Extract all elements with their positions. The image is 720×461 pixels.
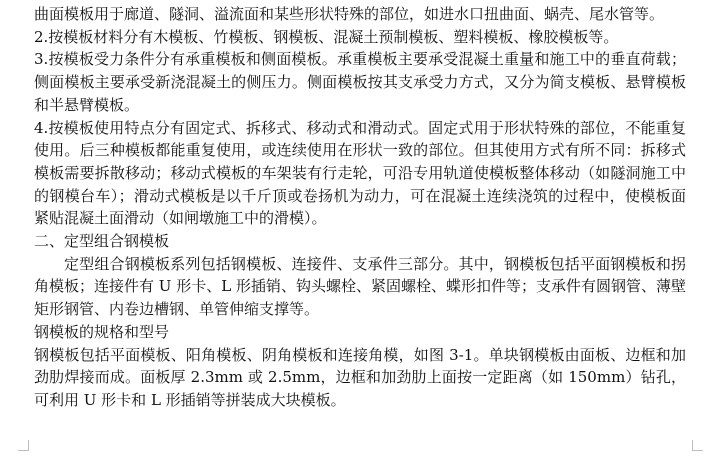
page-corner-mark-right	[692, 440, 703, 451]
section-heading-steel-formwork: 二、定型组合钢模板	[34, 232, 170, 251]
paragraph-steel-formwork-series: 定型组合钢模板系列包括钢模板、连接件、支承件三部分。其中，钢模板包括平面钢模板和拐角模板；连接件有 U 形卡、L 形插销、钩头螺栓、紧固螺栓、蝶形扣件等；支承件有圆钢管、薄壁矩形钢管、内卷边槽钢、单管伸缩支撑等。	[34, 254, 686, 319]
paragraph-material-types: 2.按模板材料分有木模板、竹模板、钢模板、混凝土预制模板、塑料模板、橡胶模板等。	[34, 27, 619, 46]
paragraph-curved-formwork: 曲面模板用于廊道、隧洞、溢流面和某些形状特殊的部位，如进水口扭曲面、蜗壳、尾水管等。	[34, 5, 665, 23]
paragraph-usage-types: 4.按模板使用特点分有固定式、拆移式、移动式和滑动式。固定式用于形状特殊的部位，不能重复使用。后三种模板都能重复使用，或连续使用在形状一致的部位。但其使用方式有所不同：拆移式模板需要拆散移动；移动式模板的车架装有行走轮，可沿专用轨道使模板整体移动（如隧洞施工中的钢模台车）；滑动式模板是以千斤顶或卷扬机为动力，可在混凝土连续浇筑的过程中，使模板面紧贴混凝土面滑动（如闸墩施工中的滑模）。	[34, 118, 686, 228]
document-body	[34, 3, 686, 412]
page-corner-mark-left	[18, 440, 29, 451]
paragraph-load-types: 3.按模板受力条件分有承重模板和侧面模板。承重模板主要承受混凝土重量和施工中的垂直荷载；侧面模板主要承受新浇混凝土的侧压力。侧面模板按其支承受力方式，又分为简支模板、悬臂模板和半悬臂模板。	[34, 50, 686, 114]
subheading-specifications: 钢模板的规格和型号	[34, 322, 170, 341]
paragraph-steel-formwork-details: 钢模板包括平面模板、阳角模板、阴角模板和连接角模，如图 3-1。单块钢模板由面板、边框和加劲肋焊接而成。面板厚 2.3mm 或 2.5mm，边框和加劲肋上面按一定距离（如 150mm）钻孔，可利用 U 形卡和 L 形插销等拼装成大块模板。	[34, 345, 686, 409]
